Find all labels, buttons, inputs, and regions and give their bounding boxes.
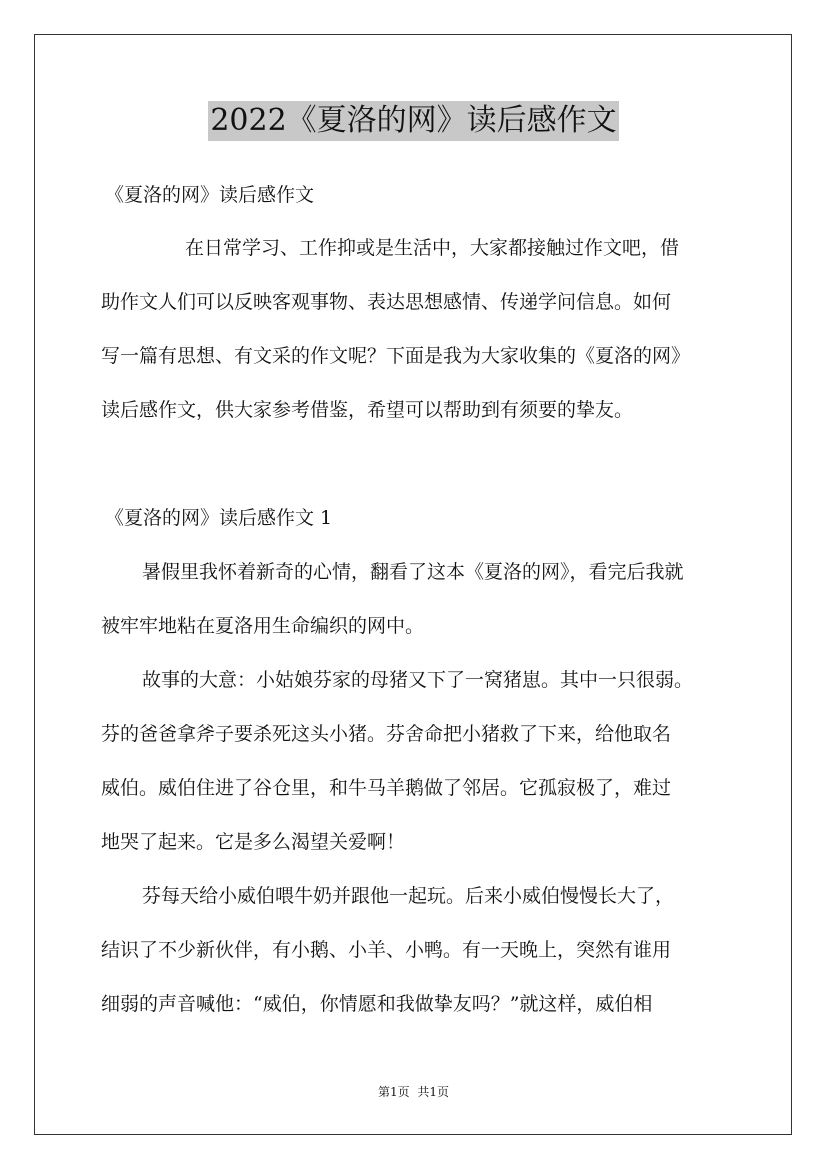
body-line: 被牢牢地粘在夏洛用生命编织的网中。 [101, 615, 425, 637]
page-footer [0, 1083, 827, 1100]
body-line: 地哭了起来。它是多么渴望关爱啊！ [101, 831, 406, 853]
intro-line: 助作文人们可以反映客观事物、表达思想感情、传递学问信息。如何 [101, 291, 672, 313]
section-heading: 《夏洛的网》读后感作文 [105, 184, 315, 206]
intro-line: 读后感作文，供大家参考借鉴，希望可以帮助到有须要的挚友。 [101, 399, 634, 421]
article-heading: 《夏洛的网》读后感作文 1 [105, 507, 333, 529]
page-number: 第1页 [377, 1085, 410, 1099]
intro-line: 写一篇有思想、有文采的作文呢？下面是我为大家收集的《夏洛的网》 [101, 345, 691, 367]
intro-line: 在日常学习、工作抑或是生活中，大家都接触过作文吧，借 [185, 237, 680, 259]
body-line: 细弱的声音喊他：“威伯，你情愿和我做挚友吗？”就这样，威伯相 [101, 993, 653, 1015]
body-line: 暑假里我怀着新奇的心情，翻看了这本《夏洛的网》，看完后我就 [142, 561, 684, 583]
body-line: 故事的大意：小姑娘芬家的母猪又下了一窝猪崽。其中一只很弱。 [142, 669, 694, 691]
page-total: 共1页 [417, 1085, 450, 1099]
body-line: 芬的爸爸拿斧子要杀死这头小猪。芬舍命把小猪救了下来，给他取名 [101, 723, 672, 745]
body-line: 威伯。威伯住进了谷仓里，和牛马羊鹅做了邻居。它孤寂极了，难过 [101, 777, 672, 799]
title-container [0, 101, 827, 141]
body-line: 芬每天给小威伯喂牛奶并跟他一起玩。后来小威伯慢慢长大了， [142, 885, 675, 907]
body-line: 结识了不少新伙伴，有小鹅、小羊、小鸭。有一天晚上，突然有谁用 [101, 939, 672, 961]
document-title: 2022《夏洛的网》读后感作文 [208, 101, 618, 141]
